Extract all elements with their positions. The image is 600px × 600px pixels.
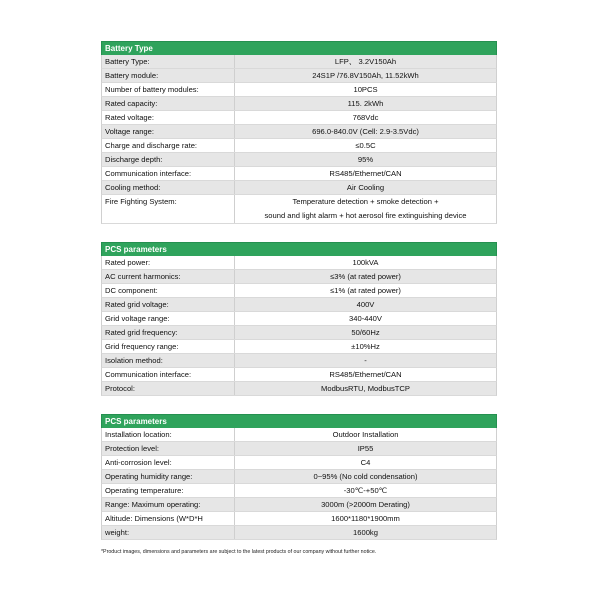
pcs-parameters-section <box>101 242 497 396</box>
row-value: 1600kg <box>353 528 378 537</box>
row-value: - <box>364 356 367 365</box>
table-row <box>101 69 497 83</box>
row-label: Charge and discharge rate: <box>102 139 235 152</box>
row-label: Anti-corrosion level: <box>102 456 235 469</box>
battery-type-section <box>101 41 497 224</box>
row-label: Battery Type: <box>102 55 235 68</box>
table-row <box>101 456 497 470</box>
table-row <box>101 167 497 181</box>
table-row <box>101 181 497 195</box>
row-label: Installation location: <box>102 428 235 441</box>
row-value: RS485/Ethernet/CAN <box>329 370 402 379</box>
row-value: 768Vdc <box>352 113 379 122</box>
row-value-line: Temperature detection + smoke detection + <box>292 197 439 206</box>
table-row <box>101 526 497 540</box>
row-label: Number of battery modules: <box>102 83 235 96</box>
row-value: 10PCS <box>353 85 378 94</box>
table-row <box>101 368 497 382</box>
row-value: 24S1P /76.8V150Ah, 11.52kWh <box>312 71 419 80</box>
table-row <box>101 354 497 368</box>
row-value: 100kVA <box>352 258 379 267</box>
row-value: 696.0-840.0V (Cell: 2.9-3.5Vdc) <box>312 127 419 136</box>
row-label: Voltage range: <box>102 125 235 138</box>
table-row <box>101 153 497 167</box>
row-value: ModbusRTU, ModbusTCP <box>321 384 410 393</box>
row-value: 340-440V <box>349 314 382 323</box>
table-row <box>101 256 497 270</box>
table-row <box>101 312 497 326</box>
row-label: Protocol: <box>102 382 235 395</box>
row-value: 400V <box>356 300 375 309</box>
row-value: ≤1% (at rated power) <box>330 286 401 295</box>
row-label: Cooling method: <box>102 181 235 194</box>
row-label: Grid voltage range: <box>102 312 235 325</box>
table-row <box>101 270 497 284</box>
row-label: Protection level: <box>102 442 235 455</box>
row-label: Fire Fighting System: <box>102 195 235 223</box>
row-value: Air Cooling <box>346 183 385 192</box>
row-value-line: sound and light alarm + hot aerosol fire extinguishing device <box>264 211 467 220</box>
row-value: 115. 2kWh <box>347 99 384 108</box>
row-value <box>235 195 496 223</box>
footnote: *Product images, dimensions and parameters are subject to the latest products of our company without further notice. <box>101 549 377 555</box>
row-label: Grid frequency range: <box>102 340 235 353</box>
row-label: Communication interface: <box>102 167 235 180</box>
row-label: Rated power: <box>102 256 235 269</box>
table-row <box>101 83 497 97</box>
table-row <box>101 470 497 484</box>
row-label: AC current harmonics: <box>102 270 235 283</box>
row-value: IP55 <box>357 444 374 453</box>
row-value: 95% <box>357 155 374 164</box>
row-value: C4 <box>360 458 371 467</box>
row-label: Operating temperature: <box>102 484 235 497</box>
table-row <box>101 382 497 396</box>
row-label: weight: <box>102 526 235 539</box>
row-label: Battery module: <box>102 69 235 82</box>
table-row <box>101 326 497 340</box>
table-row <box>101 484 497 498</box>
row-value: ≤3% (at rated power) <box>330 272 401 281</box>
row-label: Altitude: Dimensions (W*D*H <box>102 512 235 525</box>
row-value: 50/60Hz <box>351 328 380 337</box>
row-value: Outdoor Installation <box>332 430 399 439</box>
row-value: ≤0.5C <box>355 141 376 150</box>
table-row <box>101 195 497 224</box>
table-row <box>101 298 497 312</box>
table-row <box>101 111 497 125</box>
row-label: Rated voltage: <box>102 111 235 124</box>
row-label: Communication interface: <box>102 368 235 381</box>
table-row <box>101 284 497 298</box>
row-value: RS485/Ethernet/CAN <box>329 169 402 178</box>
row-value: 0~95% (No cold condensation) <box>313 472 418 481</box>
table-row <box>101 139 497 153</box>
row-label: Rated grid frequency: <box>102 326 235 339</box>
row-label: Isolation method: <box>102 354 235 367</box>
row-value: 1600*1180*1900mm <box>331 514 400 523</box>
section-header: PCS parameters <box>101 242 497 256</box>
table-row <box>101 97 497 111</box>
section-header: PCS parameters <box>101 414 497 428</box>
table-row <box>101 428 497 442</box>
row-label: Range: Maximum operating: <box>102 498 235 511</box>
table-row <box>101 340 497 354</box>
table-row <box>101 55 497 69</box>
row-label: Operating humidity range: <box>102 470 235 483</box>
section-header: Battery Type <box>101 41 497 55</box>
installation-parameters-section <box>101 414 497 540</box>
row-value: 3000m (>2000m Derating) <box>321 500 410 509</box>
table-row <box>101 498 497 512</box>
row-value: ±10%Hz <box>351 342 380 351</box>
table-row <box>101 512 497 526</box>
spec-sheet <box>101 41 497 550</box>
row-label: Rated capacity: <box>102 97 235 110</box>
row-label: DC component: <box>102 284 235 297</box>
row-value: -30℃-+50℃ <box>343 486 388 495</box>
table-row <box>101 442 497 456</box>
row-value: LFP、 3.2V150Ah <box>334 57 397 66</box>
row-label: Discharge depth: <box>102 153 235 166</box>
row-label: Rated grid voltage: <box>102 298 235 311</box>
table-row <box>101 125 497 139</box>
